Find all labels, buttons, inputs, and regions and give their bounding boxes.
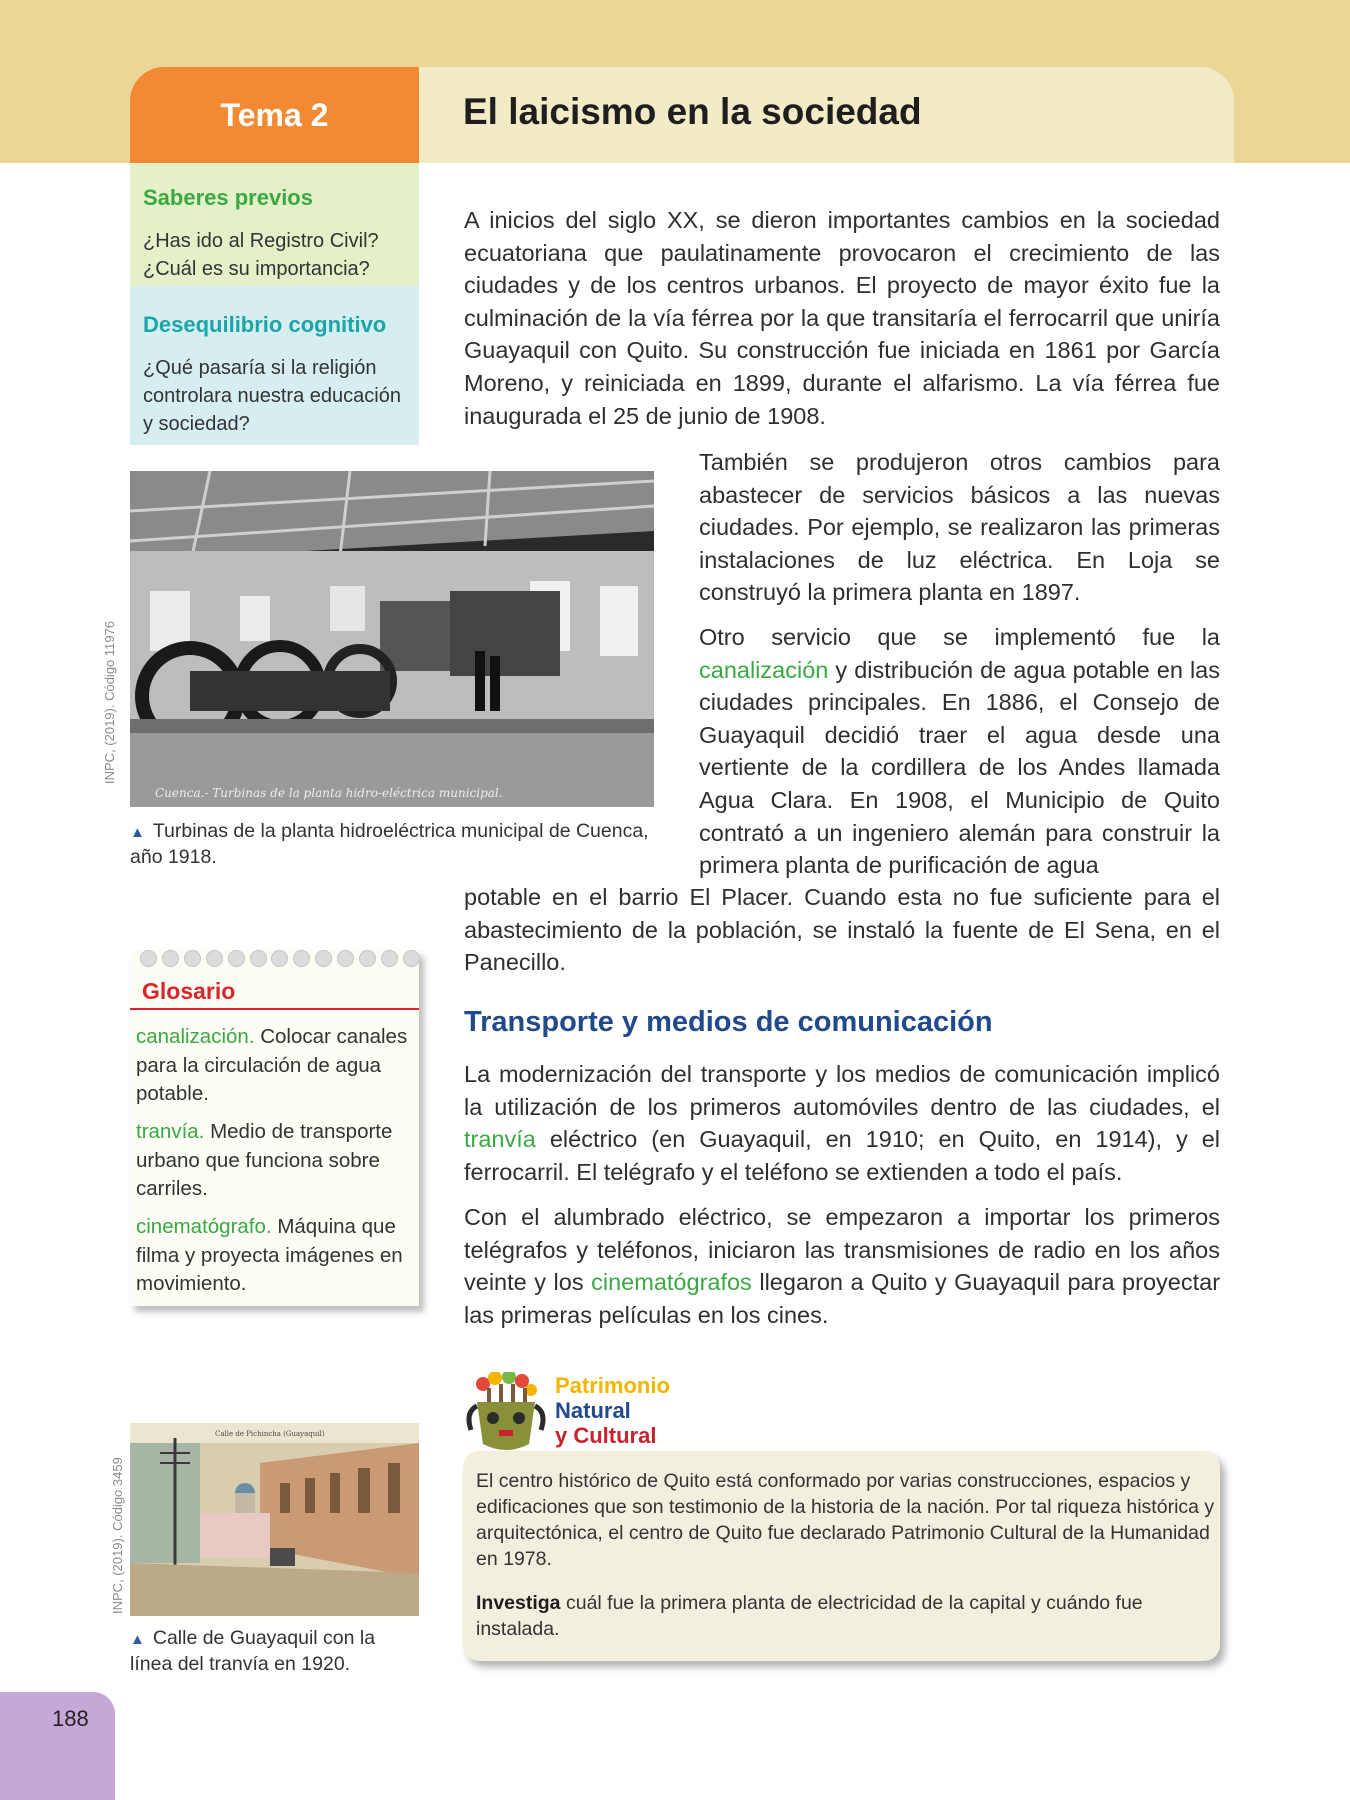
patrimonio-label-line1: Patrimonio xyxy=(555,1373,670,1398)
photo1-caption xyxy=(130,819,650,869)
page-title: El laicismo en la sociedad xyxy=(463,91,922,132)
photo1-caption-text: Turbinas de la planta hidroeléctrica municipal de Cuenca, año 1918. xyxy=(130,820,649,868)
street-photo xyxy=(130,1423,419,1616)
glosario-definition: Máquina que filma y proyecta imágenes en movimiento. xyxy=(136,1215,403,1295)
saberes-previos-box xyxy=(130,163,419,286)
intro-text: A inicios del siglo XX, se dieron importantes cambios en la sociedad ecuatoriana que paulatinamente provocaron el crecimiento de las ciudades y de los centros urbanos. El proyecto de mayor éxito fue la culminación de la vía férrea por la que transitaría el ferrocarril que uniría Guayaquil con Quito. Su construcción fue iniciada en 1861 por García Moreno, y reiniciada en 1899, durante el alfarismo. La vía férrea fue inaugurada el 25 de junio de 1908. xyxy=(464,207,1220,429)
water-text-before: Otro servicio que se implementó fue la xyxy=(699,624,1220,650)
photo2-caption xyxy=(130,1626,419,1676)
photo2-inscription: Calle de Pichincha (Guayaquil) xyxy=(215,1430,325,1438)
p1-text-before: La modernización del transporte y los medios de comunicación implicó la utilización de los primeros automóviles dentro de las ciudades, el xyxy=(464,1061,1220,1120)
patrimonio-label xyxy=(555,1373,670,1448)
term-canalizacion: canalización xyxy=(699,656,829,683)
glosario-term: canalización. xyxy=(136,1025,255,1048)
saberes-text: ¿Has ido al Registro Civil? ¿Cuál es su importancia? xyxy=(143,230,379,280)
desequilibrio-box xyxy=(130,286,419,445)
investiga-text xyxy=(476,1590,1216,1642)
investiga-body: cuál fue la primera planta de electricidad de la capital y cuándo fue instalada. xyxy=(476,1592,1143,1640)
photo1-credit: INPC, (2019). Código 11976 xyxy=(102,620,117,784)
p1-text-after: eléctrico (en Guayaquil, en 1910; en Quito, en 1914), y el ferrocarril. El telégrafo y el teléfono se extienden a todo el país. xyxy=(464,1126,1220,1185)
services-paragraph xyxy=(699,446,1220,609)
notebook-rings xyxy=(140,950,420,966)
glosario-term: cinematógrafo. xyxy=(136,1215,272,1238)
section-heading: Transporte y medios de comunicación xyxy=(464,1006,993,1038)
patrimonio-mask-icon xyxy=(463,1372,549,1456)
glosario-title: Glosario xyxy=(142,978,236,1004)
glosario-box xyxy=(130,950,419,1306)
photo1-inscription: Cuenca.- Turbinas de la planta hidro-eléctrica municipal. xyxy=(155,786,503,800)
transport-paragraph-1 xyxy=(464,1058,1220,1188)
glosario-item xyxy=(136,1023,416,1109)
intro-paragraph xyxy=(464,204,1220,432)
saberes-heading: Saberes previos xyxy=(143,185,313,210)
services-text: También se produjeron otros cambios para abastecer de servicios básicos a las nuevas ciudades. Por ejemplo, se realizaron las primeras instalaciones de luz eléctrica. En Loja se construyó la primera planta en 1897. xyxy=(699,449,1220,606)
glosario-item xyxy=(136,1118,416,1204)
triangle-icon: ▲ xyxy=(130,1631,145,1648)
glosario-divider xyxy=(130,1008,419,1010)
patrimonio-text: El centro histórico de Quito está conformado por varias construcciones, espacios y edificaciones que son testimonio de la historia de la nación. Por tal riqueza histórica y arquitectónica, el centro de Quito fue declarado Patrimonio Cultural de la Humanidad en 1978. xyxy=(476,1470,1215,1570)
photo2-credit: INPC, (2019). Código 3459 xyxy=(110,1457,125,1614)
term-cinematografos: cinematógrafos xyxy=(591,1269,752,1296)
glosario-definition: Medio de transporte urbano que funciona sobre carriles. xyxy=(136,1120,393,1200)
title-tab xyxy=(130,67,1234,163)
water-continuation xyxy=(464,881,1220,979)
patrimonio-label-line2: Natural xyxy=(555,1398,631,1423)
p2-text-after: llegaron a Quito y Guayaquil para proyectar las primeras películas en los cines. xyxy=(464,1269,1221,1328)
water-paragraph xyxy=(699,621,1220,882)
patrimonio-box xyxy=(463,1451,1220,1661)
glosario-term: tranvía. xyxy=(136,1120,205,1143)
glosario-item xyxy=(136,1213,416,1299)
tema-label: Tema 2 xyxy=(130,67,419,163)
water-continuation-text: potable en el barrio El Placer. Cuando esta no fue suficiente para el abastecimiento de la población, se instaló la fuente de El Sena, en el Panecillo. xyxy=(464,884,1220,976)
page-number: 188 xyxy=(52,1706,89,1731)
glosario-definition: Colocar canales para la circulación de agua potable. xyxy=(136,1025,408,1105)
term-tranvia: tranvía xyxy=(464,1126,536,1153)
desequilibrio-text: ¿Qué pasaría si la religión controlara nuestra educación y sociedad? xyxy=(143,357,401,435)
photo2-caption-text: Calle de Guayaquil con la línea del tranvía en 1920. xyxy=(130,1627,376,1675)
turbine-photo xyxy=(130,471,654,807)
p2-text-before: Con el alumbrado eléctrico, se empezaron a importar los primeros telégrafos y teléfonos, iniciaron las transmisiones de radio en los años veinte y los xyxy=(464,1204,1220,1296)
desequilibrio-heading: Desequilibrio cognitivo xyxy=(143,312,387,337)
patrimonio-label-line3: y Cultural xyxy=(555,1423,657,1448)
transport-paragraph-2 xyxy=(464,1201,1220,1331)
water-text-after: y distribución de agua potable en las ciudades principales. En 1886, el Consejo de Guayaquil decidió traer el agua desde una vertiente de la cordillera de los Andes llamada Agua Clara. En 1908, el Municipio de Quito contrató a un ingeniero alemán para construir la primera planta de purificación de agua xyxy=(699,656,1220,879)
triangle-icon: ▲ xyxy=(130,824,145,841)
investiga-label: Investiga xyxy=(476,1592,561,1614)
